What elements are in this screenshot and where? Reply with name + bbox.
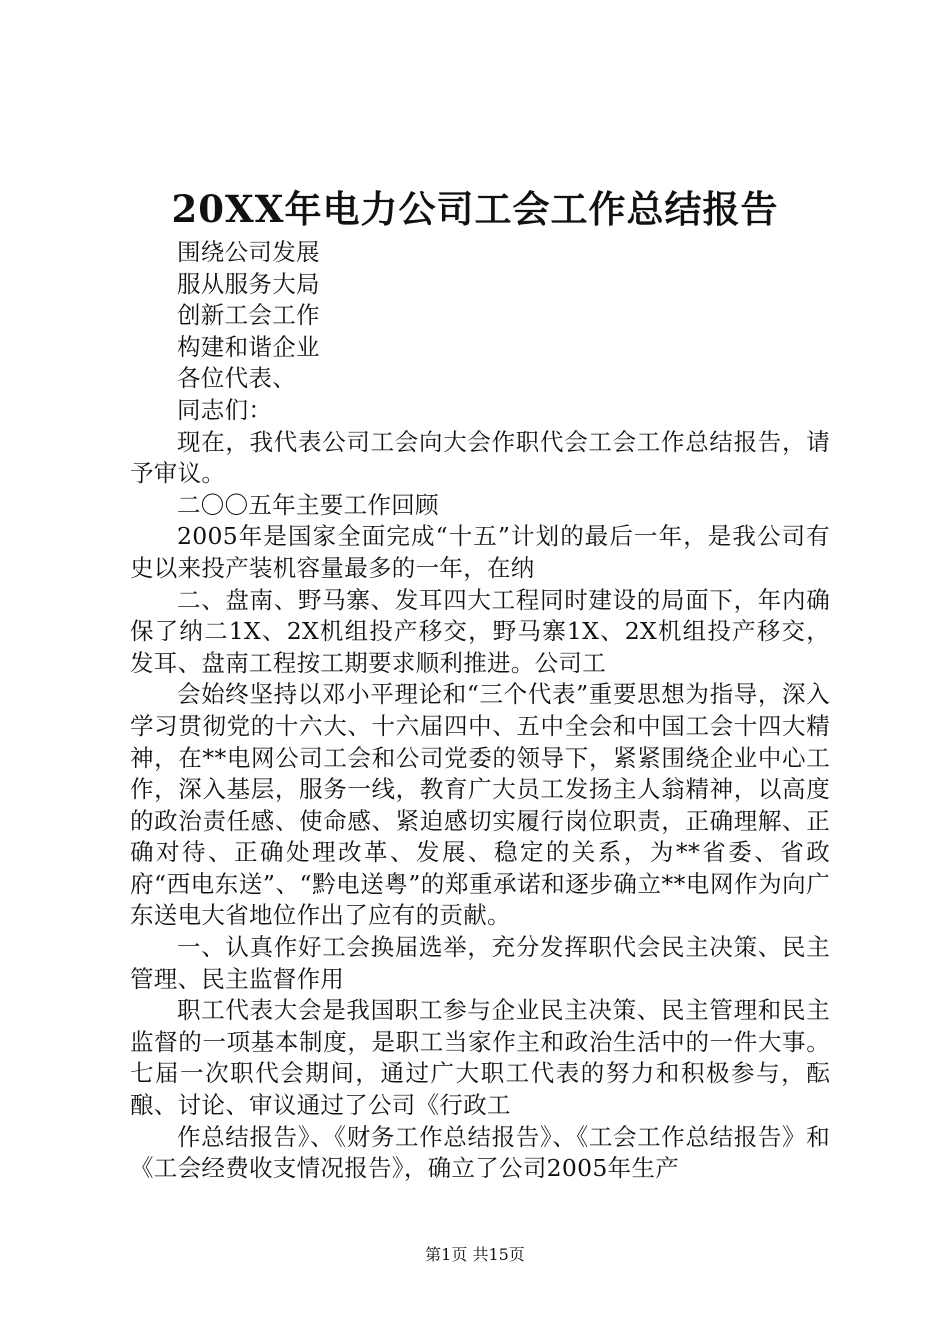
paragraph: 一、认真作好工会换届选举，充分发挥职代会民主决策、民主管理、民主监督作用 <box>130 933 830 993</box>
document-title: 20XX年电力公司工会工作总结报告 <box>171 187 779 231</box>
paragraph: 创新工会工作 <box>177 301 320 330</box>
paragraph: 2005年是国家全面完成“十五”计划的最后一年，是我公司有史以来投产装机容量最多的一年，在纳 <box>130 522 830 582</box>
paragraph: 作总结报告》、《财务工作总结报告》、《工会工作总结报告》和《工会经费收支情况报告》，确立了公司2005年生产 <box>130 1122 830 1183</box>
page-footer: 第1页 共15页 <box>425 1245 525 1264</box>
paragraph: 各位代表、 <box>177 364 296 393</box>
paragraph: 构建和谐企业 <box>177 332 320 361</box>
paragraph: 现在，我代表公司工会向大会作职代会工会工作总结报告，请予审议。 <box>130 427 830 488</box>
paragraph: 会始终坚持以邓小平理论和“三个代表”重要思想为指导，深入学习贯彻党的十六大、十六届四中、五中全会和中国工会十四大精神，在**电网公司工会和公司党委的领导下，紧紧围绕企业中心工作，深入基层，服务一线，教育广大员工发扬主人翁精神，以高度的政治责任感、使命感、紧迫感切实履行岗位职责，正确理解、正确对待、正确处理改革、发展、稳定的关系，为**省委、省政府“西电东送”、“黔电送粤”的郑重承诺和逐步确立**电网作为向广东送电大省地位作出了应有的贡献。 <box>130 680 830 930</box>
paragraph: 二〇〇五年主要工作回顾 <box>177 490 439 519</box>
paragraph: 职工代表大会是我国职工参与企业民主决策、民主管理和民主监督的一项基本制度，是职工当家作主和政治生活中的一件大事。七届一次职代会期间，通过广大职工代表的努力和积极参与，酝酿、讨论、审议通过了公司《行政工 <box>130 996 830 1120</box>
paragraph: 围绕公司发展 <box>177 238 320 266</box>
paragraph: 同志们： <box>177 395 273 424</box>
paragraph: 二、盘南、野马寨、发耳四大工程同时建设的局面下，年内确保了纳二1X、2X机组投产移交，野马寨1X、2X机组投产移交，发耳、盘南工程按工期要求顺利推进。公司工 <box>130 585 830 677</box>
paragraph: 服从服务大局 <box>177 269 320 298</box>
document-body <box>130 237 830 1185</box>
